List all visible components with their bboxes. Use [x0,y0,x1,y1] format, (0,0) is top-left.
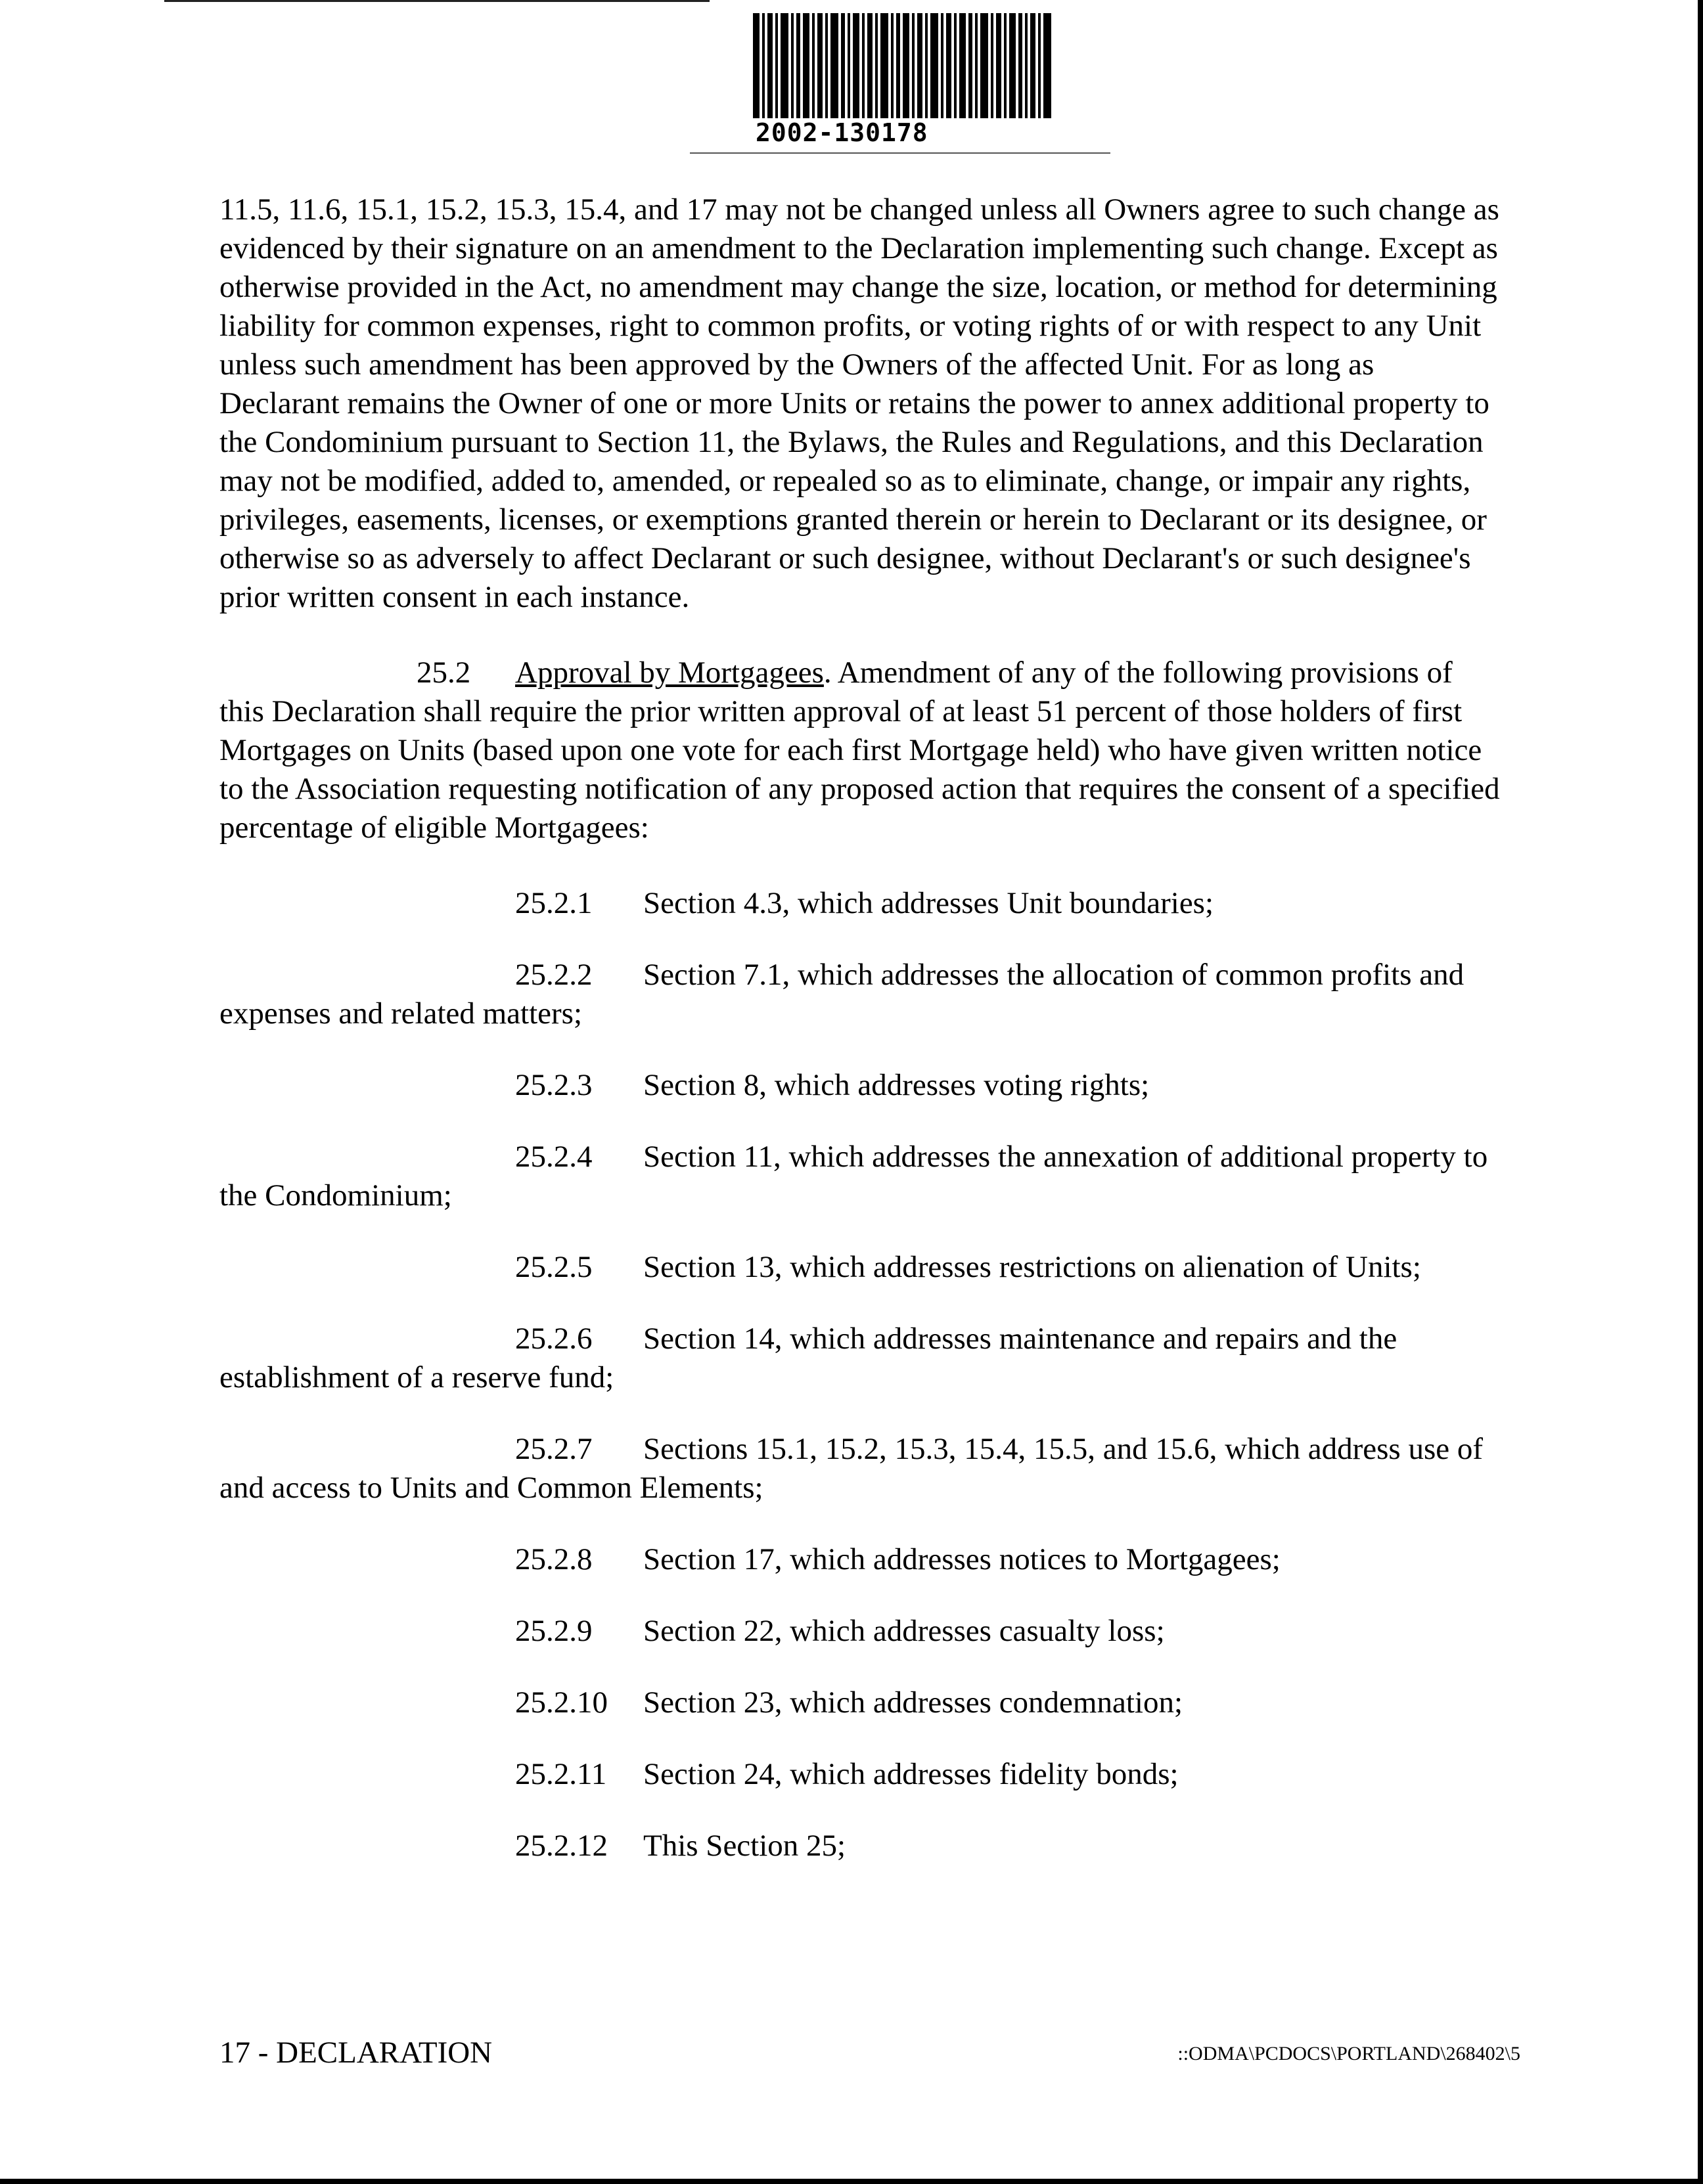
list-item-text: Section 17, which addresses notices to Mortgagees; [643,1542,1281,1576]
list-item [219,1540,1501,1579]
scan-artifact-line [164,0,710,7]
list-item-text: Section 14, which addresses maintenance and repairs and the establishment of a reserve fund; [219,1322,1397,1394]
list-item-text: Section 4.3, which addresses Unit boundaries; [643,886,1214,920]
list-item-number: 25.2.12 [515,1829,608,1863]
list-item [219,1683,1501,1722]
list-item [219,1430,1501,1507]
list-item-text: Section 23, which addresses condemnation; [643,1685,1183,1720]
list-item-number: 25.2.7 [515,1432,593,1466]
list-item [219,1138,1501,1215]
list-item-text: Sections 15.1, 15.2, 15.3, 15.4, 15.5, and 15.6, which address use of and access to Units and Common Elements; [219,1432,1483,1505]
continuation-paragraph: 11.5, 11.6, 15.1, 15.2, 15.3, 15.4, and 17 may not be changed unless all Owners agree to such change as evidenced by their signature on an amendment to the Declaration implementing such change. Except as otherwise provided in the Act, no amendment may change the size, location, or method for determining liability for common expenses, right to common profits, or voting rights of or with respect to any Unit unless such amendment has been approved by the Owners of the affected Unit. For as long as Declarant remains the Owner of one or more Units or retains the power to annex additional property to the Condominium pursuant to Section 11, the Bylaws, the Rules and Regulations, and this Declaration may not be modified, added to, amended, or repealed so as to eliminate, change, or impair any rights, privileges, easements, licenses, or exemptions granted therein or herein to Declarant or its designee, or otherwise so as adversely to affect Declarant or such designee, without Declarant's or such designee's prior written consent in each instance. [219,192,1499,614]
list-item-number: 25.2.3 [515,1068,593,1102]
list-item-text: Section 13, which addresses restrictions on alienation of Units; [643,1250,1421,1284]
list-item-text: Section 22, which addresses casualty loss; [643,1614,1165,1648]
list-item [219,1248,1501,1287]
list-item-number: 25.2.6 [515,1322,593,1356]
list-item-number: 25.2.10 [515,1685,608,1720]
list-item [219,1827,1501,1865]
list-item [219,1755,1501,1794]
section-25-2-paragraph [219,654,1501,847]
barcode-number: 2002-130178 [756,118,928,147]
list-item-text: Section 11, which addresses the annexation of additional property to the Condominium; [219,1140,1488,1213]
list-item [219,1320,1501,1397]
list-item [219,956,1501,1033]
document-body [219,190,1501,1898]
section-heading: Approval by Mortgagees [515,656,824,690]
section-text: . Amendment of any of the following provisions of this Declaration shall require the prior written approval of at least 51 percent of those holders of first Mortgages on Units (based upon one vote for each first Mortgage held) who have given written notice to the Association requesting notification of any proposed action that requires the consent of a specified percentage of eligible Mortgagees: [219,656,1500,845]
barcode-underline [690,150,1110,154]
footer-page-label: 17 - DECLARATION [219,2036,493,2070]
footer-doc-path: ::ODMA\PCDOCS\PORTLAND\268402\5 [1177,2043,1520,2064]
list-item-text: This Section 25; [643,1829,846,1863]
list-item-text: Section 7.1, which addresses the allocation of common profits and expenses and related matters; [219,958,1465,1031]
list-item-number: 25.2.4 [515,1140,593,1174]
section-number: 25.2 [417,656,471,690]
list-item-number: 25.2.5 [515,1250,593,1284]
document-barcode [749,13,1058,158]
list-item-text: Section 24, which addresses fidelity bonds; [643,1757,1179,1791]
list-item [219,1612,1501,1651]
list-item-number: 25.2.9 [515,1614,593,1648]
list-item [219,884,1501,923]
list-item-number: 25.2.8 [515,1542,593,1576]
list-item-number: 25.2.11 [515,1757,607,1791]
list-item-number: 25.2.2 [515,958,593,992]
list-item-text: Section 8, which addresses voting rights; [643,1068,1150,1102]
list-item-number: 25.2.1 [515,886,593,920]
list-item [219,1066,1501,1105]
barcode-image [753,13,1055,118]
